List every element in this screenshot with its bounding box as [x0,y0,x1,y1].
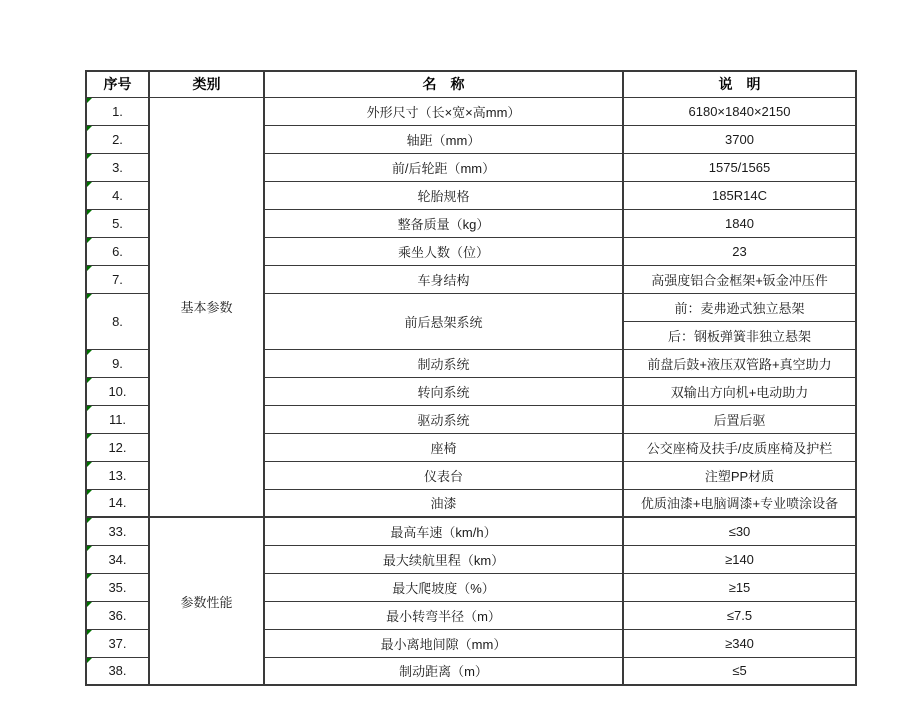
row-number: 34. [108,551,127,567]
row-number: 10. [108,383,127,399]
row-number-cell[interactable] [86,265,149,293]
spec-name-cell[interactable]: 最小离地间隙（mm） [264,629,623,657]
row-number: 13. [108,467,127,483]
spec-desc-cell[interactable]: 公交座椅及扶手/皮质座椅及护栏 [623,433,856,461]
spec-name-cell[interactable]: 驱动系统 [264,405,623,433]
cell-corner-marker-icon [87,378,92,383]
row-number-cell[interactable] [86,573,149,601]
spec-desc-cell[interactable]: 前：麦弗逊式独立悬架 [623,293,856,321]
col-header-desc[interactable]: 说 明 [623,71,856,97]
row-number: 37. [108,635,127,651]
row-number: 9. [112,355,123,371]
spec-name-cell[interactable]: 油漆 [264,489,623,517]
spec-name-cell[interactable]: 最大续航里程（km） [264,545,623,573]
row-number-cell[interactable] [86,405,149,433]
row-number-cell[interactable] [86,293,149,349]
table-header-row [86,71,856,97]
row-number-cell[interactable] [86,125,149,153]
spec-desc-cell[interactable]: 23 [623,237,856,265]
spec-desc-cell[interactable]: 185R14C [623,181,856,209]
row-number: 36. [108,607,127,623]
row-number-cell[interactable] [86,237,149,265]
cell-corner-marker-icon [87,294,92,299]
spec-desc-cell[interactable]: ≤7.5 [623,601,856,629]
cell-corner-marker-icon [87,154,92,159]
row-number-cell[interactable] [86,461,149,489]
cell-corner-marker-icon [87,350,92,355]
row-number: 11. [108,411,127,427]
cell-corner-marker-icon [87,126,92,131]
cell-corner-marker-icon [87,518,92,523]
category-cell[interactable]: 基本参数 [149,97,264,517]
spec-name-cell[interactable]: 前后悬架系统 [264,293,623,349]
spec-desc-cell[interactable]: 3700 [623,125,856,153]
col-header-category[interactable]: 类别 [149,71,264,97]
spec-desc-cell[interactable]: 后置后驱 [623,405,856,433]
row-number-cell[interactable] [86,629,149,657]
spec-name-cell[interactable]: 最高车速（km/h） [264,517,623,545]
category-cell[interactable]: 参数性能 [149,517,264,685]
row-number-cell[interactable] [86,545,149,573]
row-number: 35. [108,579,127,595]
cell-corner-marker-icon [87,98,92,103]
spec-name-cell[interactable]: 整备质量（kg） [264,209,623,237]
spec-desc-cell[interactable]: 注塑PP材质 [623,461,856,489]
row-number: 4. [112,187,123,203]
row-number: 12. [108,439,127,455]
spec-name-cell[interactable]: 轮胎规格 [264,181,623,209]
spec-name-cell[interactable]: 前/后轮距（mm） [264,153,623,181]
cell-corner-marker-icon [87,266,92,271]
row-number: 7. [112,271,123,287]
col-header-name[interactable]: 名 称 [264,71,623,97]
spec-name-cell[interactable]: 仪表台 [264,461,623,489]
cell-corner-marker-icon [87,182,92,187]
spec-desc-cell[interactable]: ≥140 [623,545,856,573]
row-number: 2. [112,131,123,147]
row-number: 38. [108,663,127,679]
row-number-cell[interactable] [86,97,149,125]
cell-corner-marker-icon [87,602,92,607]
row-number-cell[interactable] [86,657,149,685]
spec-desc-cell[interactable]: 前盘后鼓+液压双管路+真空助力 [623,349,856,377]
row-number: 3. [112,159,123,175]
spec-name-cell[interactable]: 座椅 [264,433,623,461]
spec-desc-cell[interactable]: 6180×1840×2150 [623,97,856,125]
table-row [86,517,856,545]
col-header-no[interactable]: 序号 [86,71,149,97]
cell-corner-marker-icon [87,462,92,467]
spec-desc-cell[interactable]: ≥340 [623,629,856,657]
spec-desc-cell[interactable]: 1575/1565 [623,153,856,181]
spec-desc-cell[interactable]: ≤30 [623,517,856,545]
spec-name-cell[interactable]: 最小转弯半径（m） [264,601,623,629]
cell-corner-marker-icon [87,574,92,579]
spec-desc-cell[interactable]: 高强度铝合金框架+钣金冲压件 [623,265,856,293]
spec-name-cell[interactable]: 轴距（mm） [264,125,623,153]
table-row [86,97,856,125]
cell-corner-marker-icon [87,434,92,439]
spec-name-cell[interactable]: 乘坐人数（位） [264,237,623,265]
spec-name-cell[interactable]: 转向系统 [264,377,623,405]
cell-corner-marker-icon [87,658,92,663]
spec-name-cell[interactable]: 最大爬坡度（%） [264,573,623,601]
spec-name-cell[interactable]: 制动系统 [264,349,623,377]
cell-corner-marker-icon [87,406,92,411]
row-number-cell[interactable] [86,489,149,517]
row-number-cell[interactable] [86,153,149,181]
spec-desc-cell[interactable]: 1840 [623,209,856,237]
spec-desc-cell[interactable]: 双输出方向机+电动助力 [623,377,856,405]
row-number-cell[interactable] [86,349,149,377]
spec-name-cell[interactable]: 制动距离（m） [264,657,623,685]
cell-corner-marker-icon [87,210,92,215]
spec-desc-cell[interactable]: 优质油漆+电脑调漆+专业喷涂设备 [623,489,856,517]
spec-desc-cell[interactable]: ≥15 [623,573,856,601]
row-number: 8. [112,313,123,329]
table-body [86,97,856,685]
row-number-cell[interactable] [86,433,149,461]
cell-corner-marker-icon [87,490,92,495]
row-number-cell[interactable] [86,181,149,209]
cell-corner-marker-icon [87,546,92,551]
row-number-cell[interactable] [86,377,149,405]
row-number-cell[interactable] [86,517,149,545]
row-number: 14. [108,495,127,511]
spec-sheet [85,70,857,686]
row-number: 6. [112,243,123,259]
spec-desc-cell[interactable]: ≤5 [623,657,856,685]
spec-desc-cell[interactable]: 后：钢板弹簧非独立悬架 [623,321,856,349]
spec-name-cell[interactable]: 车身结构 [264,265,623,293]
row-number-cell[interactable] [86,209,149,237]
spec-name-cell[interactable]: 外形尺寸（长×宽×高mm） [264,97,623,125]
row-number: 33. [108,523,127,539]
vehicle-spec-table [85,70,857,686]
cell-corner-marker-icon [87,630,92,635]
row-number: 1. [112,103,123,119]
cell-corner-marker-icon [87,238,92,243]
row-number: 5. [112,215,123,231]
row-number-cell[interactable] [86,601,149,629]
